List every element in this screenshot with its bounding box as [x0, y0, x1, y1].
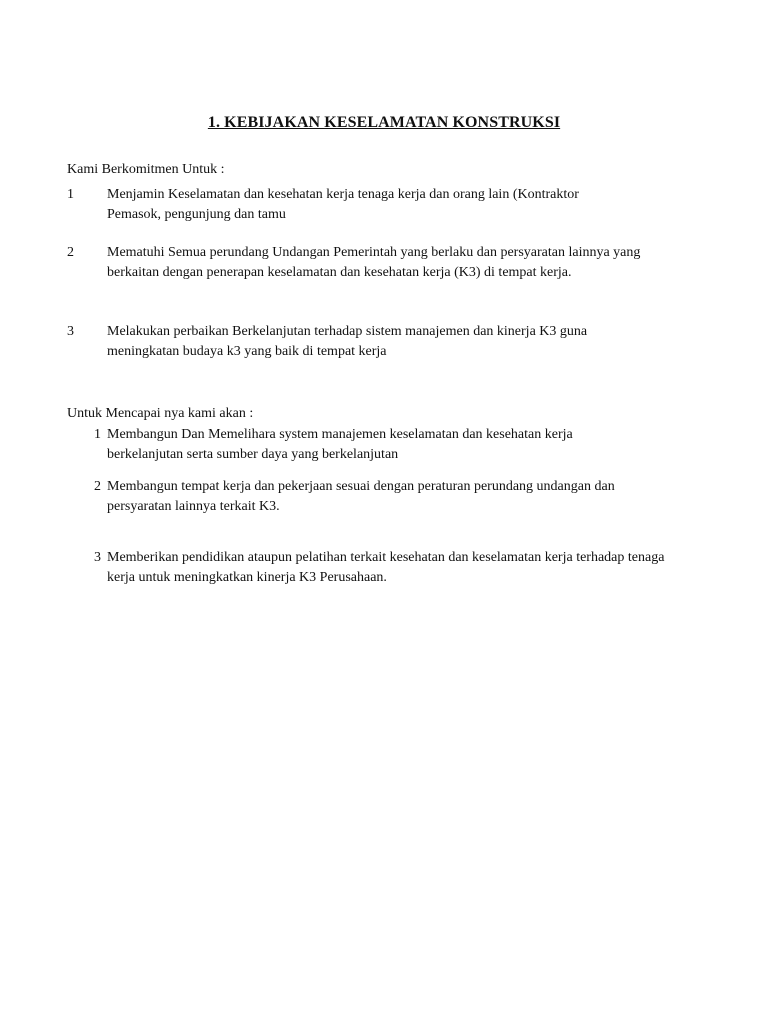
commitment-item-2 [67, 243, 657, 283]
commitment-text: Mematuhi Semua perundang Undangan Pemerintah yang berlaku dan persyaratan lainnya yang berkaitan dengan penerapan keselamatan dan kesehatan kerja (K3) di tempat kerja. [107, 245, 641, 280]
commitment-text: Melakukan perbaikan Berkelanjutan terhadap sistem manajemen dan kinerja K3 guna meningkatan budaya k3 yang baik di tempat kerja [107, 324, 588, 359]
commitment-item-3 [67, 322, 627, 362]
commitment-text: Menjamin Keselamatan dan kesehatan kerja tenaga kerja dan orang lain (Kontraktor Pemasok, pengunjung dan tamu [107, 187, 579, 222]
goal-number: 1 [94, 427, 101, 442]
goal-text: Membangun Dan Memelihara system manajemen keselamatan dan kesehatan kerja berkelanjutan serta sumber daya yang berkelanjutan [107, 427, 573, 462]
commitment-number: 2 [67, 245, 74, 260]
commitment-number: 3 [67, 324, 74, 339]
goal-number: 3 [94, 550, 101, 565]
goal-text: Membangun tempat kerja dan pekerjaan sesuai dengan peraturan perundang undangan dan persyaratan lainnya terkait K3. [107, 479, 615, 514]
goals-intro: Untuk Mencapai nya kami akan : [67, 406, 254, 421]
commitment-number: 1 [67, 187, 74, 202]
goal-number: 2 [94, 479, 101, 494]
commitment-intro: Kami Berkomitmen Untuk : [67, 162, 225, 177]
page-title: 1. KEBIJAKAN KESELAMATAN KONSTRUKSI [207, 114, 561, 131]
goal-item-1 [67, 425, 627, 465]
goal-item-2 [67, 477, 667, 517]
commitment-item-1 [67, 185, 627, 225]
goal-item-3 [67, 548, 682, 588]
goal-text: Memberikan pendidikan ataupun pelatihan terkait kesehatan dan keselamatan kerja terhadap tenaga kerja untuk meningkatkan kinerja K3 Perusahaan. [107, 550, 665, 585]
